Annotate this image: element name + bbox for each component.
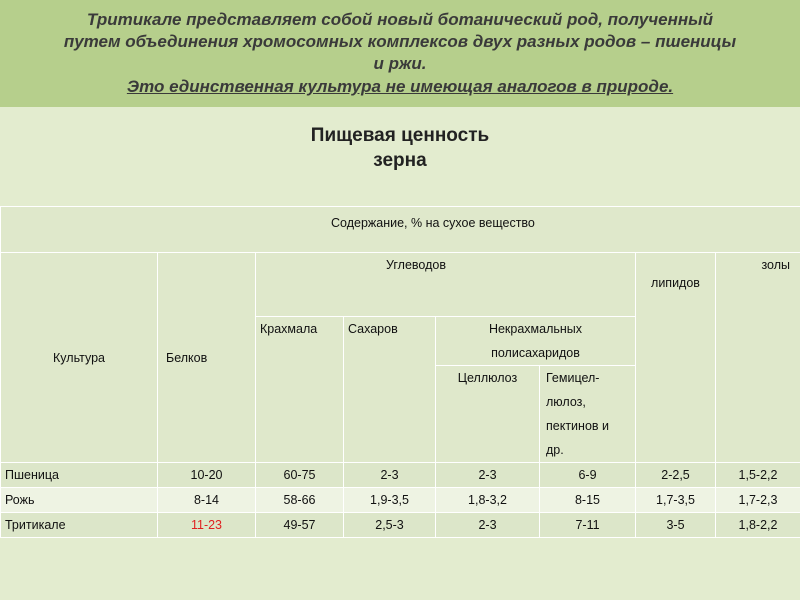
header-sugar: Сахаров: [344, 317, 436, 463]
table-row: [1, 513, 800, 538]
cell-lipids: 2-2,5: [636, 463, 716, 488]
cell-starch: 60-75: [256, 463, 344, 488]
cell-starch: 49-57: [256, 513, 344, 538]
cell-protein-highlight: 11-23: [158, 513, 256, 538]
header-lipids: липидов: [636, 253, 716, 463]
cell-culture: Рожь: [1, 488, 158, 513]
header-hemicellulose: [540, 366, 636, 463]
cell-lipids: 1,7-3,5: [636, 488, 716, 513]
subtitle-line-2: зерна: [373, 150, 427, 171]
cell-culture: Пшеница: [1, 463, 158, 488]
cell-starch: 58-66: [256, 488, 344, 513]
cell-cellulose: 1,8-3,2: [436, 488, 540, 513]
cell-protein: 10-20: [158, 463, 256, 488]
cell-ash: 1,5-2,2: [716, 463, 800, 488]
cell-cellulose: 2-3: [436, 513, 540, 538]
table-row: [1, 463, 800, 488]
header-starch: Крахмала: [256, 317, 344, 463]
nutrition-table: [0, 206, 800, 538]
cell-culture: Тритикале: [1, 513, 158, 538]
header-hemi-line2: люлоз,: [546, 395, 586, 409]
table-row: [1, 488, 800, 513]
header-hemi-line4: др.: [546, 443, 564, 457]
header-hemi-line3: пектинов и: [546, 419, 609, 433]
header-nonstarch: [436, 317, 636, 366]
cell-cellulose: 2-3: [436, 463, 540, 488]
header-ash: золы: [716, 253, 800, 463]
cell-ash: 1,7-2,3: [716, 488, 800, 513]
header-nonstarch-line2: полисахаридов: [491, 346, 580, 360]
table-header-top: [1, 207, 800, 253]
header-carbs: Углеводов: [256, 253, 636, 317]
header-content-label: Содержание, % на сухое вещество: [1, 207, 800, 253]
cell-ash: 1,8-2,2: [716, 513, 800, 538]
header-cellulose: Целлюлоз: [436, 366, 540, 463]
banner-line-4: Это единственная культура не имеющая аналогов в природе.: [126, 77, 674, 96]
cell-sugar: 2-3: [344, 463, 436, 488]
cell-sugar: 2,5-3: [344, 513, 436, 538]
subtitle-line-1: Пищевая ценность: [310, 125, 490, 146]
header-culture: Культура: [1, 253, 158, 463]
cell-protein: 8-14: [158, 488, 256, 513]
cell-hemi: 7-11: [540, 513, 636, 538]
intro-banner: [0, 0, 800, 107]
banner-line-2: путем объединения хромосомных комплексов двух разных родов – пшеницы: [63, 32, 737, 51]
banner-line-3: и ржи.: [373, 54, 427, 73]
cell-hemi: 8-15: [540, 488, 636, 513]
header-nonstarch-line1: Некрахмальных: [488, 322, 583, 336]
header-hemi-line1: Гемицел-: [546, 371, 600, 385]
cell-hemi: 6-9: [540, 463, 636, 488]
banner-line-1: Тритикале представляет собой новый ботанический род, полученный: [86, 10, 714, 29]
header-protein: Белков: [158, 253, 256, 463]
cell-sugar: 1,9-3,5: [344, 488, 436, 513]
cell-lipids: 3-5: [636, 513, 716, 538]
